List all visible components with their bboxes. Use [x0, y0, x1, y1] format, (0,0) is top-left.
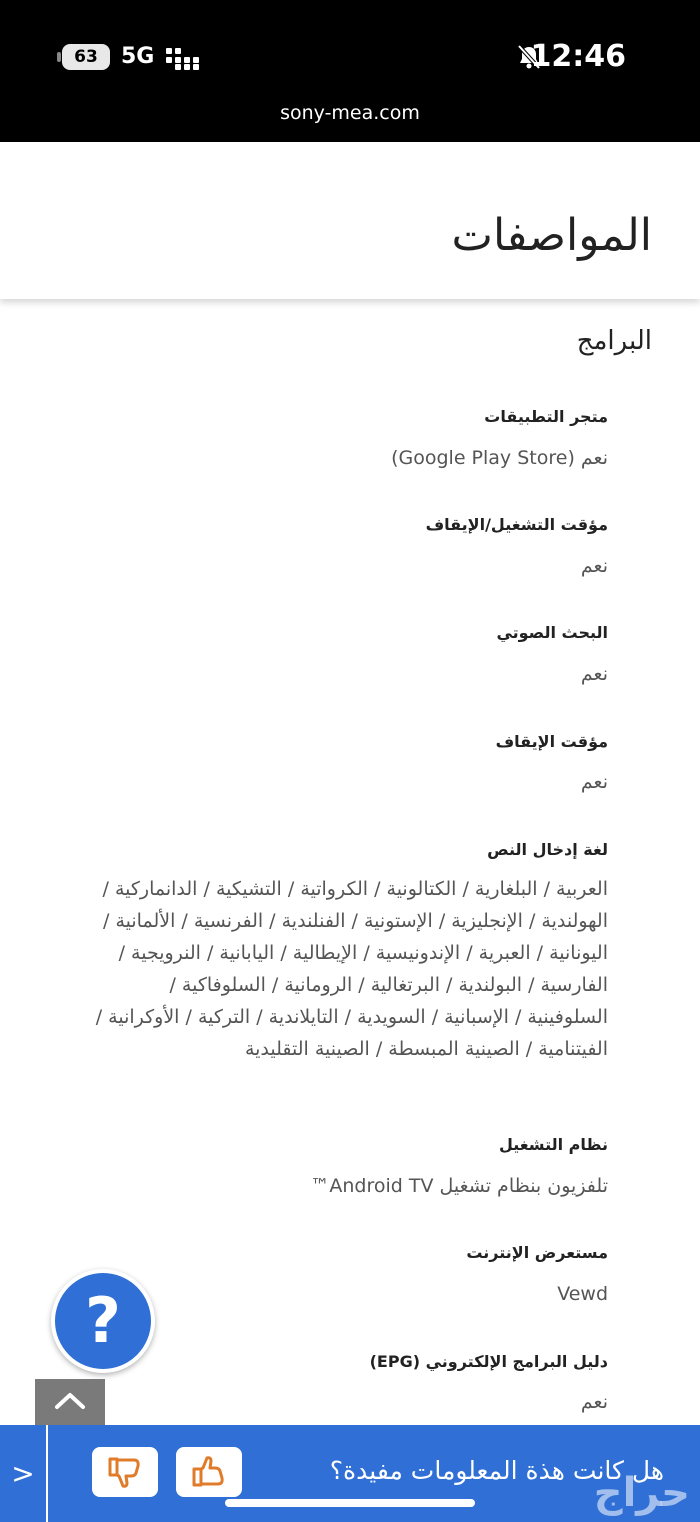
feedback-question: هل كانت هذة المعلومات مفيدة؟ — [329, 1456, 664, 1485]
thumbs-up-icon — [176, 1447, 242, 1497]
spec-label-epg: دليل البرامج الإلكتروني (EPG) — [369, 1352, 608, 1371]
network-type: 5G — [121, 44, 155, 69]
spec-label-on-off-timer: مؤقت التشغيل/الإيقاف — [425, 515, 608, 534]
specs-content — [0, 299, 700, 1429]
home-indicator[interactable] — [225, 1499, 475, 1507]
spec-value-on-off-timer: نعم — [580, 555, 608, 577]
spec-label-operating-system: نظام التشغيل — [498, 1135, 608, 1154]
spec-label-sleep-timer: مؤقت الإيقاف — [495, 732, 608, 751]
watermark-logo: حراج — [593, 1470, 690, 1516]
thumbs-down-icon — [92, 1447, 158, 1497]
thumbs-up-button[interactable] — [176, 1447, 242, 1497]
section-title: البرامج — [576, 326, 652, 356]
clock: 12:46 — [530, 39, 626, 74]
spec-label-app-store: متجر التطبيقات — [484, 407, 608, 426]
spec-label-voice-search: البحث الصوتي — [496, 623, 608, 642]
help-button[interactable]: ? — [51, 1269, 155, 1373]
spec-label-web-browser: مستعرض الإنترنت — [466, 1243, 608, 1262]
signal-icon — [166, 46, 200, 70]
spec-value-text-input-language: العربية / البلغارية / الكتالونية / الكرواتية / التشيكية / الدانماركية / الهولندية / الإنجليزية / الإستونية / الفنلندية / الفرنسية / الألمانية / اليونانية / العبرية / الإندونيسية / الإيطالية / اليابانية / النرويجية / الفارسية / البولندية / البرتغالية / الرومانية / السلوفاكية / السلوفينية / الإسبانية / السويدية / التايلاندية / التركية / الأوكرانية / الفيتنامية / الصينية المبسطة / الصينية التقليدية — [95, 878, 608, 1060]
spec-value-app-store: نعم (Google Play Store) — [391, 447, 608, 469]
battery-indicator: 63 — [62, 44, 110, 70]
chevron-up-icon — [35, 1379, 105, 1425]
address-bar-url[interactable]: sony-mea.com — [280, 102, 420, 124]
feedback-expand-button[interactable]: > — [0, 1425, 48, 1522]
spec-value-sleep-timer: نعم — [580, 771, 608, 793]
spec-value-web-browser: Vewd — [557, 1283, 608, 1305]
spec-value-epg: نعم — [580, 1391, 608, 1413]
feedback-bar — [0, 1425, 700, 1522]
spec-label-text-input-language: لغة إدخال النص — [487, 840, 608, 859]
spec-value-voice-search: نعم — [580, 663, 608, 685]
thumbs-down-button[interactable] — [92, 1447, 158, 1497]
page-title: المواصفات — [451, 210, 652, 261]
page-header — [0, 142, 700, 299]
scroll-to-top-button[interactable] — [35, 1379, 105, 1425]
status-bar — [0, 0, 700, 142]
spec-value-operating-system: تلفزيون بنظام تشغيل Android TV™ — [310, 1175, 608, 1197]
